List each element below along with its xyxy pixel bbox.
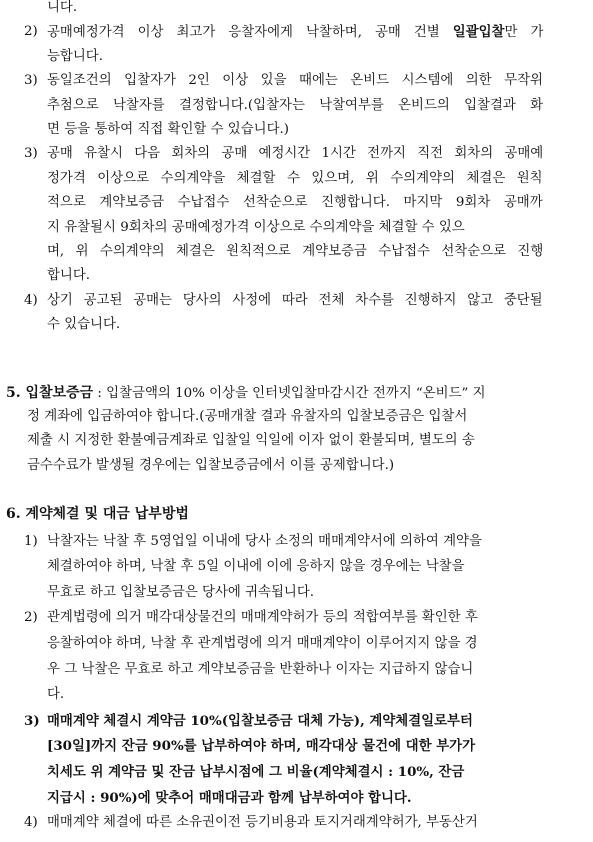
text-line: 응찰하여야 하며, 낙찰 후 관계법령에 의거 매매계약이 이루어지지 않을 경 <box>47 636 478 651</box>
item-number: 3) <box>24 73 38 89</box>
item-number: 2) <box>24 610 38 626</box>
text-line <box>47 94 543 118</box>
text-line <box>6 381 486 405</box>
text-segment: 추첨으로 낙찰자를 결정합니다.(입찰자는 낙찰여부를 온비드의 입찰결과 화 <box>47 97 544 113</box>
text-line: 매매계약 체결에 따른 소유권이전 등기비용과 토지거래계약허가, 부동산거 <box>47 815 478 831</box>
text-segment: 정가격 이상으로 수의계약을 체결할 수 있으며, 위 수의계약의 체결은 원칙 <box>47 170 543 186</box>
text-line: 니다. <box>47 0 78 15</box>
text-segment: 면 등을 통하여 직접 확인할 수 있습니다.) <box>47 122 289 137</box>
section-heading: 5. 입찰보증금 <box>6 384 94 401</box>
text-line <box>47 240 543 264</box>
bold-text: 일괄입찰 <box>452 24 505 41</box>
text-segment: 상기 공고된 공매는 당사의 사정에 따라 전체 차수를 진행하지 않고 중단될 <box>47 292 543 308</box>
text-line <box>47 69 543 93</box>
text-segment: 공매 유찰시 다음 회차의 공매 예정시간 1시간 전까지 직전 회차의 공매예 <box>47 146 544 162</box>
text-line <box>47 167 543 191</box>
text-segment: : 입찰금액의 10% 이상을 인터넷입찰마감시간 전까지 “온비드” 지 <box>93 385 486 401</box>
item-number: 3) <box>24 146 38 162</box>
text-line: 정 계좌에 입금하여야 합니다.(공매개찰 결과 유찰자의 입찰보증금은 입찰서 <box>27 409 468 424</box>
text-line: 낙찰자는 낙찰 후 5영업일 이내에 당사 소정의 매매계약서에 의하여 계약을 <box>47 533 482 549</box>
text-line: 제출 시 지정한 환불예금계좌로 입찰일 익일에 이자 없이 환불되며, 별도의 송 <box>27 433 475 449</box>
bold-text-line: 치세도 위 계약금 및 잔금 납부시점에 그 비율(계약체결시 : 10%, 잔금 <box>47 764 465 780</box>
item-number: 1) <box>24 533 38 549</box>
text-line <box>47 216 465 240</box>
text-line: 관계법령에 의거 매각대상물건의 매매계약허가 등의 적합여부를 확인한 후 <box>47 610 478 626</box>
item-number: 4) <box>24 815 38 831</box>
text-segment: 만 가 <box>504 25 544 41</box>
text-segment: 며, 위 수의계약의 체결은 원칙적으로 계약보증금 수납접수 선착순으로 진행 <box>47 244 544 259</box>
item-number: 4) <box>24 292 38 308</box>
bold-text-line: [30일]까지 잔금 90%를 납부하여야 하며, 매각대상 물건에 대한 부가가 <box>47 738 476 755</box>
text-segment: 공매예정가격 이상 최고가 응찰자에게 낙찰하며, 공매 건별 <box>47 25 453 41</box>
text-line <box>47 118 289 142</box>
text-line <box>47 142 543 166</box>
text-line <box>47 264 90 288</box>
text-line: 무효로 하고 입찰보증금은 당사에 귀속됩니다. <box>47 584 315 600</box>
text-segment: 동일조건의 입찰자가 2인 이상 있을 때에는 온비드 시스템에 의한 무작위 <box>47 73 543 89</box>
text-line: 체결하여야 하며, 낙찰 후 5일 이내에 이에 응하지 않을 경우에는 낙찰을 <box>47 559 465 575</box>
text-line: 다. <box>47 687 65 703</box>
text-segment: 합니다. <box>47 268 91 284</box>
text-segment: 지 유찰될시 9회차의 공매예정가격 이상으로 수의계약을 체결할 수 있으 <box>47 219 465 235</box>
item-number: 2) <box>24 24 38 40</box>
text-line <box>47 191 543 215</box>
text-segment: 능합니다. <box>47 48 103 64</box>
text-line: 우 그 낙찰은 무효로 하고 계약보증금을 반환하나 이자는 지급하지 않습니 <box>47 661 474 677</box>
item-number: 3) <box>24 712 40 729</box>
section-heading: 6. 계약체결 및 대금 납부방법 <box>6 506 189 523</box>
text-line <box>47 313 120 337</box>
text-line <box>47 289 543 313</box>
text-line <box>47 45 103 69</box>
text-segment: 수 있습니다. <box>47 317 121 333</box>
text-line: 금수수료가 발생될 경우에는 입찰보증금에서 이를 공제합니다.) <box>27 457 395 473</box>
text-line <box>47 20 543 44</box>
bold-text-line: 지급시 : 90%)에 맞추어 매매대금과 함께 납부하여야 합니다. <box>47 789 412 806</box>
bold-text-line: 매매계약 체결시 계약금 10%(입찰보증금 대체 가능), 계약체결일로부터 <box>47 712 473 729</box>
text-segment: 적으로 계약보증금 수납접수 선착순으로 진행합니다. 마지막 9회차 공매까 <box>47 195 543 211</box>
